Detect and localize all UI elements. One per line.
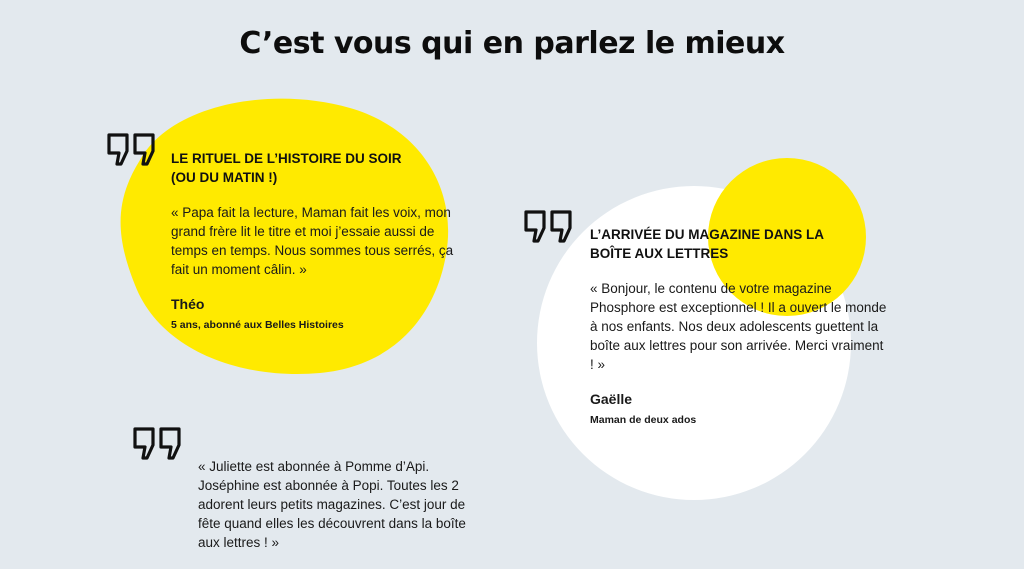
testimonial-title-line: LE RITUEL DE L’HISTOIRE DU SOIR bbox=[171, 151, 402, 166]
testimonial-author: Théo bbox=[171, 296, 205, 312]
testimonial-card bbox=[171, 149, 463, 331]
testimonial-author: Gaëlle bbox=[590, 391, 633, 407]
testimonial-title bbox=[590, 225, 890, 263]
testimonial-title-line: BOÎTE AUX LETTRES bbox=[590, 246, 729, 261]
testimonial-title bbox=[171, 149, 463, 187]
testimonial-text: « Papa fait la lecture, Maman fait les voix, mon grand frère lit le titre et moi j’essaie aussi de temps en temps. Nous sommes tous serrés, ça fait un moment câlin. » bbox=[171, 205, 454, 277]
quote-icon bbox=[131, 425, 187, 461]
quote-icon bbox=[522, 208, 578, 244]
testimonial-title-line: L’ARRIVÉE DU MAGAZINE DANS LA bbox=[590, 227, 825, 242]
testimonial-author-subtitle: Maman de deux ados bbox=[590, 414, 697, 426]
testimonial-text: « Juliette est abonnée à Pomme d’Api. Joséphine est abonnée à Popi. Toutes les 2 adorent leurs petits magazines. C’est jour de fête quand elles les découvrent dans la boîte aux lettres ! » bbox=[198, 459, 466, 550]
quote-icon bbox=[105, 131, 161, 167]
testimonial-author-subtitle: 5 ans, abonné aux Belles Histoires bbox=[171, 319, 344, 331]
page-title: C’est vous qui en parlez le mieux bbox=[239, 26, 785, 61]
testimonial-card bbox=[590, 225, 890, 426]
testimonial-title-line: (OU DU MATIN !) bbox=[171, 170, 278, 185]
testimonial-text: « Bonjour, le contenu de votre magazine Phosphore est exceptionnel ! Il a ouvert le monde à nos enfants. Nos deux adolescents guettent la boîte aux lettres pour son arrivée. Merci vraiment ! » bbox=[590, 281, 887, 372]
testimonial-card bbox=[198, 457, 486, 569]
